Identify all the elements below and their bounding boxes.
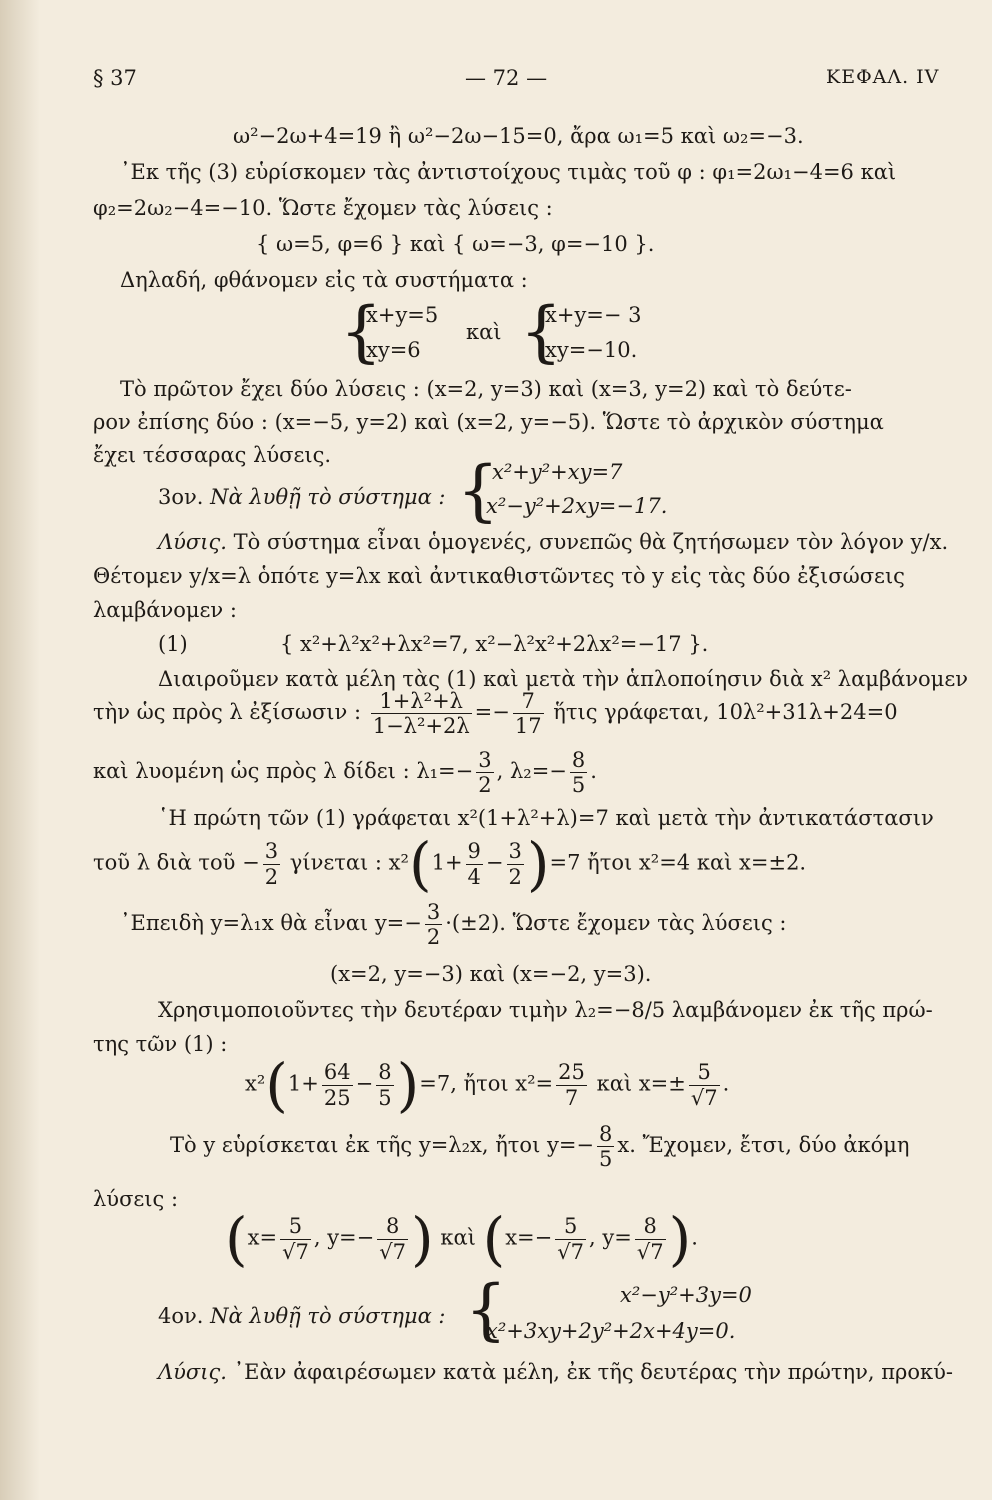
numerator: 5 bbox=[689, 1060, 720, 1085]
denominator: 1−λ²+2λ bbox=[372, 714, 470, 739]
section-number: § 37 bbox=[93, 66, 137, 90]
math-line bbox=[225, 1205, 698, 1273]
text-span: Τὸ σύστημα εἶναι ὁμογενές, συνεπῶς θὰ ζητήσωμεν τὸν λόγον y/x. bbox=[226, 530, 949, 554]
text-line: ἔχει τέσσαρας λύσεις. bbox=[93, 443, 332, 467]
conjunction: καὶ bbox=[466, 320, 502, 344]
fraction bbox=[570, 748, 587, 797]
fraction bbox=[597, 1122, 614, 1171]
numerator: 64 bbox=[323, 1060, 351, 1085]
denominator: √7 bbox=[379, 1239, 406, 1264]
problem-number bbox=[158, 1304, 446, 1328]
conjunction: καὶ bbox=[440, 1225, 476, 1250]
denominator: 5 bbox=[378, 1085, 392, 1110]
text-line bbox=[158, 1360, 953, 1384]
text-span: καὶ λυομένη ὡς πρὸς λ δίδει : λ₁=− bbox=[93, 759, 474, 784]
right-paren: ) bbox=[411, 1205, 434, 1273]
numerator: 3 bbox=[478, 748, 492, 772]
left-brace: { bbox=[520, 293, 562, 370]
numerator: 5 bbox=[555, 1214, 586, 1239]
fraction bbox=[280, 1214, 311, 1263]
text-span: x. Ἔχομεν, ἔτσι, δύο ἀκόμη bbox=[617, 1133, 910, 1158]
numerator: 8 bbox=[377, 1214, 408, 1239]
equation: { x²+λ²x²+λx²=7, x²−λ²x²+2λx²=−17 }. bbox=[280, 632, 709, 656]
text-line: ω²−2ω+4=19 ἢ ω²−2ω−15=0, ἄρα ω₁=5 καὶ ω₂=−3. bbox=[233, 124, 804, 148]
text-span: , y=− bbox=[313, 1225, 375, 1250]
text-span: =− bbox=[474, 700, 510, 725]
denominator: 2 bbox=[478, 773, 492, 798]
fraction bbox=[466, 839, 483, 888]
numerator: 8 bbox=[571, 748, 586, 772]
numerator: 8 bbox=[378, 1060, 392, 1085]
numerator: 5 bbox=[280, 1214, 311, 1239]
numerator: 3 bbox=[508, 839, 522, 864]
text-line bbox=[158, 530, 948, 554]
text-span: , y= bbox=[589, 1225, 632, 1250]
system-equation: x²+3xy+2y²+2x+4y=0. bbox=[486, 1319, 736, 1343]
denominator: 2 bbox=[426, 925, 441, 950]
left-paren: ( bbox=[408, 830, 432, 898]
system-equation: x+y=5 bbox=[366, 303, 439, 327]
problem-statement: Νὰ λυθῇ τὸ σύστημα : bbox=[210, 1304, 446, 1328]
math-line bbox=[93, 748, 597, 797]
denominator: 4 bbox=[467, 864, 481, 889]
math-line bbox=[93, 689, 898, 738]
text-line: ᾿Εκ τῆς (3) εὑρίσκομεν τὰς ἀντιστοίχους τιμὰς τοῦ φ : φ₁=2ω₁−4=6 καὶ bbox=[120, 160, 897, 184]
solution-label: Λύσις. bbox=[158, 1360, 227, 1384]
text-span: , λ₂=− bbox=[496, 759, 567, 784]
text-line: λύσεις : bbox=[93, 1187, 179, 1211]
left-paren: ( bbox=[482, 1205, 506, 1273]
text-span: ᾿Εὰν ἀφαιρέσωμεν κατὰ μέλη, ἐκ τῆς δευτέρας τὴν πρώτην, προκύ- bbox=[226, 1360, 954, 1384]
text-span: . bbox=[691, 1225, 698, 1250]
text-span: − bbox=[485, 850, 504, 875]
text-span: 1+ bbox=[287, 1071, 319, 1096]
text-line: Χρησιμοποιοῦντες τὴν δευτέραν τιμὴν λ₂=−8/5 λαμβάνομεν ἐκ τῆς πρώ- bbox=[158, 998, 933, 1022]
text-span: ἥτις γράφεται, 10λ²+31λ+24=0 bbox=[553, 700, 898, 725]
denominator: 5 bbox=[599, 1147, 613, 1172]
left-paren: ( bbox=[265, 1051, 288, 1119]
text-span: x=− bbox=[505, 1225, 553, 1250]
system-equation: x²−y²+2xy=−17. bbox=[486, 494, 668, 518]
text-span: =7 ἤτοι x²=4 καὶ x=±2. bbox=[549, 850, 807, 875]
fraction bbox=[689, 1060, 720, 1109]
system-equation: xy=−10. bbox=[545, 338, 638, 362]
problem-number bbox=[158, 485, 446, 509]
right-paren: ) bbox=[668, 1205, 692, 1273]
math-line bbox=[170, 1122, 910, 1171]
fraction bbox=[476, 748, 493, 797]
fraction bbox=[425, 900, 442, 949]
numerator: 9 bbox=[467, 839, 481, 864]
math-line bbox=[93, 830, 807, 898]
text-line: λαμβάνομεν : bbox=[93, 598, 237, 622]
text-span: x² bbox=[245, 1071, 266, 1096]
system-equation: x²+y²+xy=7 bbox=[492, 460, 623, 484]
problem-label: 4ον. bbox=[158, 1304, 204, 1328]
denominator: 25 bbox=[323, 1085, 351, 1110]
text-span: x= bbox=[247, 1225, 278, 1250]
text-span: τοῦ λ διὰ τοῦ − bbox=[93, 850, 260, 875]
text-span: − bbox=[355, 1071, 374, 1096]
numerator: 3 bbox=[426, 900, 441, 924]
equation-number: (1) bbox=[158, 632, 188, 656]
denominator: 2 bbox=[508, 864, 522, 889]
right-paren: ) bbox=[526, 830, 550, 898]
fraction bbox=[371, 689, 472, 738]
left-brace: { bbox=[340, 293, 382, 370]
denominator: √7 bbox=[282, 1239, 309, 1264]
text-span: Τὸ y εὑρίσκεται ἐκ τῆς y=λ₂x, ἤτοι y=− bbox=[170, 1133, 595, 1158]
denominator: √7 bbox=[636, 1239, 664, 1264]
text-span: . bbox=[722, 1071, 730, 1096]
fraction bbox=[263, 839, 280, 888]
math-line bbox=[120, 900, 787, 949]
text-span: γίνεται : x² bbox=[289, 850, 409, 875]
text-line: Δηλαδή, φθάνομεν εἰς τὰ συστήματα : bbox=[120, 268, 528, 292]
left-brace: { bbox=[465, 1271, 507, 1348]
left-paren: ( bbox=[225, 1205, 248, 1273]
page-gutter bbox=[0, 0, 40, 1500]
denominator: 2 bbox=[264, 864, 279, 889]
math-line bbox=[245, 1051, 730, 1119]
numerator: 1+λ²+λ bbox=[371, 689, 472, 714]
problem-statement: Νὰ λυθῇ τὸ σύστημα : bbox=[210, 485, 446, 509]
text-span: τὴν ὡς πρὸς λ ἐξίσωσιν : bbox=[93, 700, 362, 725]
fraction bbox=[556, 1060, 587, 1109]
denominator: 17 bbox=[514, 714, 542, 739]
text-line: Διαιροῦμεν κατὰ μέλη τὰς (1) καὶ μετὰ τὴν ἁπλοποίησιν διὰ x² λαμβάνομεν bbox=[158, 667, 968, 691]
chapter-label: ΚΕΦΑΛ. IV bbox=[826, 66, 940, 88]
fraction bbox=[635, 1214, 666, 1263]
page-number: — 72 — bbox=[465, 66, 548, 90]
problem-label: 3ον. bbox=[158, 485, 204, 509]
denominator: 7 bbox=[564, 1085, 579, 1110]
text-line: Θέτομεν y/x=λ ὁπότε y=λx καὶ ἀντικαθιστῶντες τὸ y εἰς τὰς δύο ἐξισώσεις bbox=[93, 564, 905, 588]
solution-label: Λύσις. bbox=[158, 530, 227, 554]
left-brace: { bbox=[457, 452, 499, 529]
fraction bbox=[377, 1214, 408, 1263]
numerator: 7 bbox=[513, 689, 544, 714]
numerator: 3 bbox=[264, 839, 279, 864]
text-span: =7, ἤτοι x²= bbox=[419, 1071, 554, 1096]
denominator: 5 bbox=[571, 773, 586, 798]
text-span: . bbox=[590, 759, 597, 784]
text-span: 1+ bbox=[431, 850, 463, 875]
text-line: ρον ἐπίσης δύο : (x=−5, y=2) καὶ (x=2, y=−5). Ὥστε τὸ ἀρχικὸν σύστημα bbox=[93, 410, 884, 434]
numerator: 25 bbox=[558, 1060, 585, 1085]
fraction bbox=[507, 839, 524, 888]
text-span: καὶ x=± bbox=[596, 1071, 686, 1096]
text-line: της τῶν (1) : bbox=[93, 1032, 228, 1056]
text-span: ·(±2). Ὥστε ἔχομεν τὰς λύσεις : bbox=[445, 911, 787, 936]
fraction bbox=[376, 1060, 393, 1109]
text-line: φ₂=2ω₂−4=−10. Ὥστε ἔχομεν τὰς λύσεις : bbox=[93, 196, 553, 220]
fraction bbox=[322, 1060, 353, 1109]
fraction bbox=[513, 689, 544, 738]
right-paren: ) bbox=[396, 1051, 420, 1119]
text-span: ᾿Επειδὴ y=λ₁x θὰ εἶναι y=− bbox=[120, 911, 422, 936]
denominator: √7 bbox=[557, 1239, 584, 1264]
system-equation: x²−y²+3y=0 bbox=[620, 1283, 752, 1307]
denominator: √7 bbox=[690, 1085, 718, 1110]
text-line: ῾Η πρώτη τῶν (1) γράφεται x²(1+λ²+λ)=7 καὶ μετὰ τὴν ἀντικατάστασιν bbox=[158, 806, 934, 830]
text-line: { ω=5, φ=6 } καὶ { ω=−3, φ=−10 }. bbox=[256, 232, 655, 256]
fraction bbox=[555, 1214, 586, 1263]
text-line: Τὸ πρῶτον ἔχει δύο λύσεις : (x=2, y=3) καὶ (x=3, y=2) καὶ τὸ δεύτε- bbox=[120, 377, 852, 401]
numerator: 8 bbox=[635, 1214, 666, 1239]
system-equation: xy=6 bbox=[366, 338, 421, 362]
numerator: 8 bbox=[599, 1122, 613, 1146]
text-line: (x=2, y=−3) καὶ (x=−2, y=3). bbox=[330, 962, 652, 986]
system-equation: x+y=− 3 bbox=[545, 303, 642, 327]
